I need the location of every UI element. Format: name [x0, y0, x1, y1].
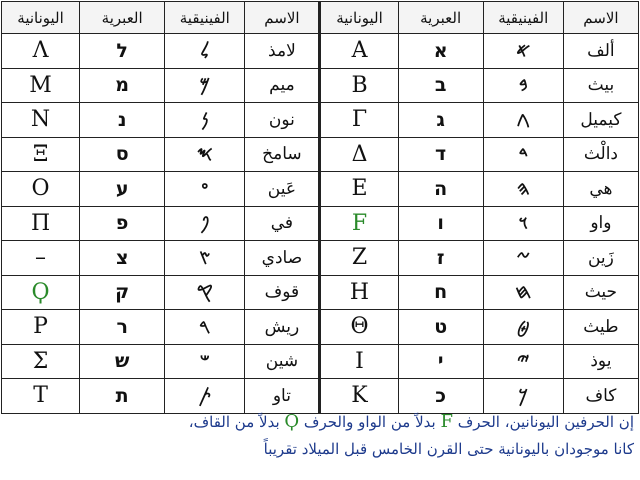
hebrew-cell: ד — [398, 137, 483, 172]
phoenician-cell: 𐤈 — [483, 310, 563, 345]
greek-cell: Ν — [2, 103, 80, 138]
phoenician-cell: 𐤔 — [165, 344, 245, 379]
hebrew-cell: ת — [80, 379, 165, 414]
greek-cell: – — [2, 241, 80, 276]
hebrew-cell: ט — [398, 310, 483, 345]
header-phoenician: الفينيقية — [483, 2, 563, 34]
footnote — [8, 408, 634, 463]
name-cell: كاف — [563, 379, 638, 414]
phoenician-cell: 𐤊 — [483, 379, 563, 414]
phoenician-cell: 𐤑 — [165, 241, 245, 276]
phoenician-cell: 𐤕 — [165, 379, 245, 414]
greek-cell: Α — [320, 34, 398, 69]
hebrew-cell: ז — [398, 241, 483, 276]
phoenician-cell: 𐤍 — [165, 103, 245, 138]
phoenician-cell: 𐤏 — [165, 172, 245, 207]
header-greek: اليونانية — [2, 2, 80, 34]
greek-cell: Κ — [320, 379, 398, 414]
footnote-text: إن الحرفين اليونانين، الحرف — [452, 413, 634, 431]
hebrew-cell: מ — [80, 68, 165, 103]
greek-cell: Β — [320, 68, 398, 103]
table-row — [2, 103, 639, 138]
name-cell: ميم — [245, 68, 320, 103]
phoenician-cell: 𐤐 — [165, 206, 245, 241]
hebrew-cell: פ — [80, 206, 165, 241]
name-cell: صادي — [245, 241, 320, 276]
hebrew-cell: ר — [80, 310, 165, 345]
phoenician-cell: 𐤓 — [165, 310, 245, 345]
name-cell: سامخ — [245, 137, 320, 172]
phoenician-cell: 𐤉 — [483, 344, 563, 379]
hebrew-cell: צ — [80, 241, 165, 276]
name-cell: يوذ — [563, 344, 638, 379]
greek-cell: Ο — [2, 172, 80, 207]
name-cell: ألف — [563, 34, 638, 69]
phoenician-cell: 𐤒 — [165, 275, 245, 310]
footnote-line-2: كانا موجودان باليونانية حتى القرن الخامس قبل الميلاد تقريباً — [263, 440, 634, 458]
greek-cell: Λ — [2, 34, 80, 69]
greek-cell: F — [320, 206, 398, 241]
phoenician-cell: 𐤁 — [483, 68, 563, 103]
greek-cell: Π — [2, 206, 80, 241]
phoenician-cell: 𐤅 — [483, 206, 563, 241]
alphabet-table — [1, 1, 639, 414]
phoenician-cell: 𐤇 — [483, 275, 563, 310]
header-hebrew: العبرية — [80, 2, 165, 34]
table-row — [2, 344, 639, 379]
header-row — [2, 2, 639, 34]
footnote-line-1 — [8, 408, 634, 436]
name-cell: نون — [245, 103, 320, 138]
name-cell: لامذ — [245, 34, 320, 69]
hebrew-cell: ח — [398, 275, 483, 310]
footnote-text: بدلاً من القاف، — [188, 413, 285, 431]
table-row — [2, 172, 639, 207]
greek-cell: Ζ — [320, 241, 398, 276]
greek-cell: Μ — [2, 68, 80, 103]
hebrew-cell: כ — [398, 379, 483, 414]
hebrew-cell: נ — [80, 103, 165, 138]
name-cell: شين — [245, 344, 320, 379]
greek-cell: Ξ — [2, 137, 80, 172]
table-row — [2, 310, 639, 345]
hebrew-cell: ע — [80, 172, 165, 207]
hebrew-cell: ב — [398, 68, 483, 103]
phoenician-cell: 𐤆 — [483, 241, 563, 276]
name-cell: طيث — [563, 310, 638, 345]
phoenician-cell: 𐤃 — [483, 137, 563, 172]
name-cell: بيث — [563, 68, 638, 103]
phoenician-cell: 𐤋 — [165, 34, 245, 69]
hebrew-cell: ג — [398, 103, 483, 138]
name-cell: تاو — [245, 379, 320, 414]
greek-cell: Γ — [320, 103, 398, 138]
name-cell: قوف — [245, 275, 320, 310]
header-name: الاسم — [563, 2, 638, 34]
greek-letter-digamma: F — [440, 411, 453, 432]
name-cell: ريش — [245, 310, 320, 345]
hebrew-cell: ל — [80, 34, 165, 69]
name-cell: دالْث — [563, 137, 638, 172]
phoenician-cell: 𐤂 — [483, 103, 563, 138]
hebrew-cell: א — [398, 34, 483, 69]
hebrew-cell: י — [398, 344, 483, 379]
name-cell: عَين — [245, 172, 320, 207]
table-row — [2, 241, 639, 276]
name-cell: كيميل — [563, 103, 638, 138]
table-row — [2, 137, 639, 172]
header-greek: اليونانية — [320, 2, 398, 34]
greek-cell: Ϙ — [2, 275, 80, 310]
name-cell: حيث — [563, 275, 638, 310]
table-row — [2, 206, 639, 241]
phoenician-cell: 𐤌 — [165, 68, 245, 103]
name-cell: زَين — [563, 241, 638, 276]
greek-cell: Σ — [2, 344, 80, 379]
footnote-text: بدلاً من الواو والحرف — [299, 413, 441, 431]
header-name: الاسم — [245, 2, 320, 34]
phoenician-cell: 𐤎 — [165, 137, 245, 172]
name-cell: في — [245, 206, 320, 241]
hebrew-cell: ק — [80, 275, 165, 310]
greek-cell: Η — [320, 275, 398, 310]
header-phoenician: الفينيقية — [165, 2, 245, 34]
hebrew-cell: ס — [80, 137, 165, 172]
phoenician-cell: 𐤄 — [483, 172, 563, 207]
table-row — [2, 34, 639, 69]
greek-cell: Δ — [320, 137, 398, 172]
table-row — [2, 275, 639, 310]
greek-cell: Ρ — [2, 310, 80, 345]
greek-cell: Ε — [320, 172, 398, 207]
greek-cell: Θ — [320, 310, 398, 345]
header-hebrew: العبرية — [398, 2, 483, 34]
name-cell: هي — [563, 172, 638, 207]
greek-letter-qoppa: Ϙ — [284, 411, 300, 432]
table-row — [2, 68, 639, 103]
greek-cell: Τ — [2, 379, 80, 414]
hebrew-cell: ה — [398, 172, 483, 207]
phoenician-cell: 𐤀 — [483, 34, 563, 69]
hebrew-cell: ו — [398, 206, 483, 241]
greek-cell: Ι — [320, 344, 398, 379]
hebrew-cell: ש — [80, 344, 165, 379]
name-cell: واو — [563, 206, 638, 241]
